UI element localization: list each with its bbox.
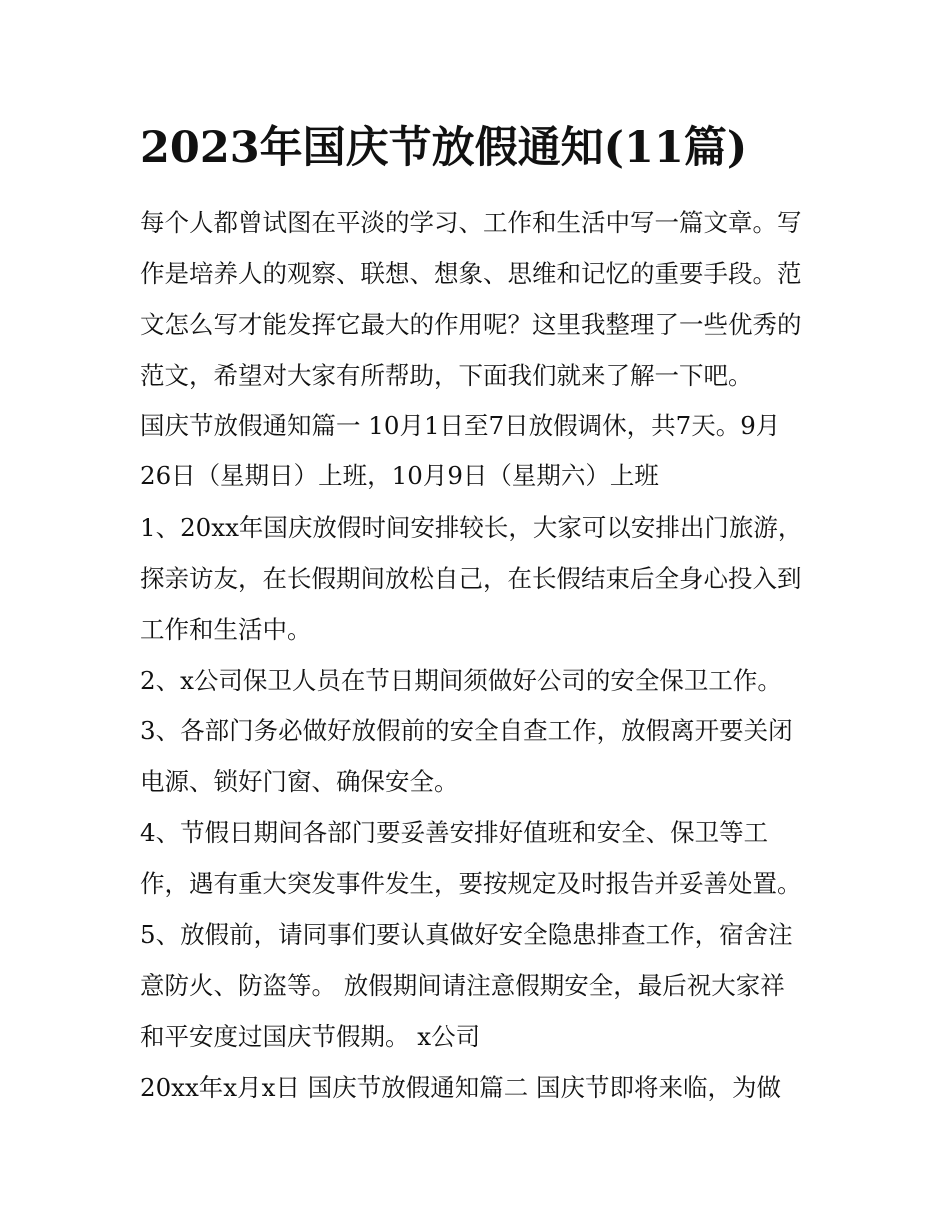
text-line: 电源、锁好门窗、确保安全。 xyxy=(140,767,459,796)
text-line: 国庆节放假通知篇一 10月1日至7日放假调休，共7天。9月 xyxy=(140,411,781,440)
text-line: 探亲访友，在长假期间放松自己，在长假结束后全身心投入到 xyxy=(140,564,802,593)
text-line: 1、20xx年国庆放假时间安排较长，大家可以安排出门旅游， xyxy=(140,513,803,542)
text-line: 工作和生活中。 xyxy=(140,615,312,644)
text-line: 每个人都曾试图在平淡的学习、工作和生活中写一篇文章。写 xyxy=(140,208,802,237)
text-line: 26日（星期日）上班，10月9日（星期六）上班 xyxy=(140,461,659,490)
text-line: 文怎么写才能发挥它最大的作用呢？这里我整理了一些优秀的 xyxy=(140,310,802,339)
text-line: 作是培养人的观察、联想、想象、思维和记忆的重要手段。范 xyxy=(140,259,802,288)
document-title: 2023年国庆节放假通知(11篇) xyxy=(140,123,748,173)
text-line: 范文，希望对大家有所帮助，下面我们就来了解一下吧。 xyxy=(140,361,753,390)
text-line: 意防火、防盗等。 放假期间请注意假期安全，最后祝大家祥 xyxy=(140,971,785,1000)
text-line: 3、各部门务必做好放假前的安全自查工作，放假离开要关闭 xyxy=(140,716,793,745)
text-line: 和平安度过国庆节假期。 x公司 xyxy=(140,1022,481,1051)
text-line: 20xx年x月x日 国庆节放假通知篇二 国庆节即将来临，为做 xyxy=(140,1073,782,1102)
text-line: 5、放假前，请同事们要认真做好安全隐患排查工作，宿舍注 xyxy=(140,920,793,949)
text-line: 2、x公司保卫人员在节日期间须做好公司的安全保卫工作。 xyxy=(140,666,782,695)
text-line: 4、节假日期间各部门要妥善安排好值班和安全、保卫等工 xyxy=(140,818,769,847)
text-line: 作，遇有重大突发事件发生，要按规定及时报告并妥善处置。 xyxy=(140,869,802,898)
